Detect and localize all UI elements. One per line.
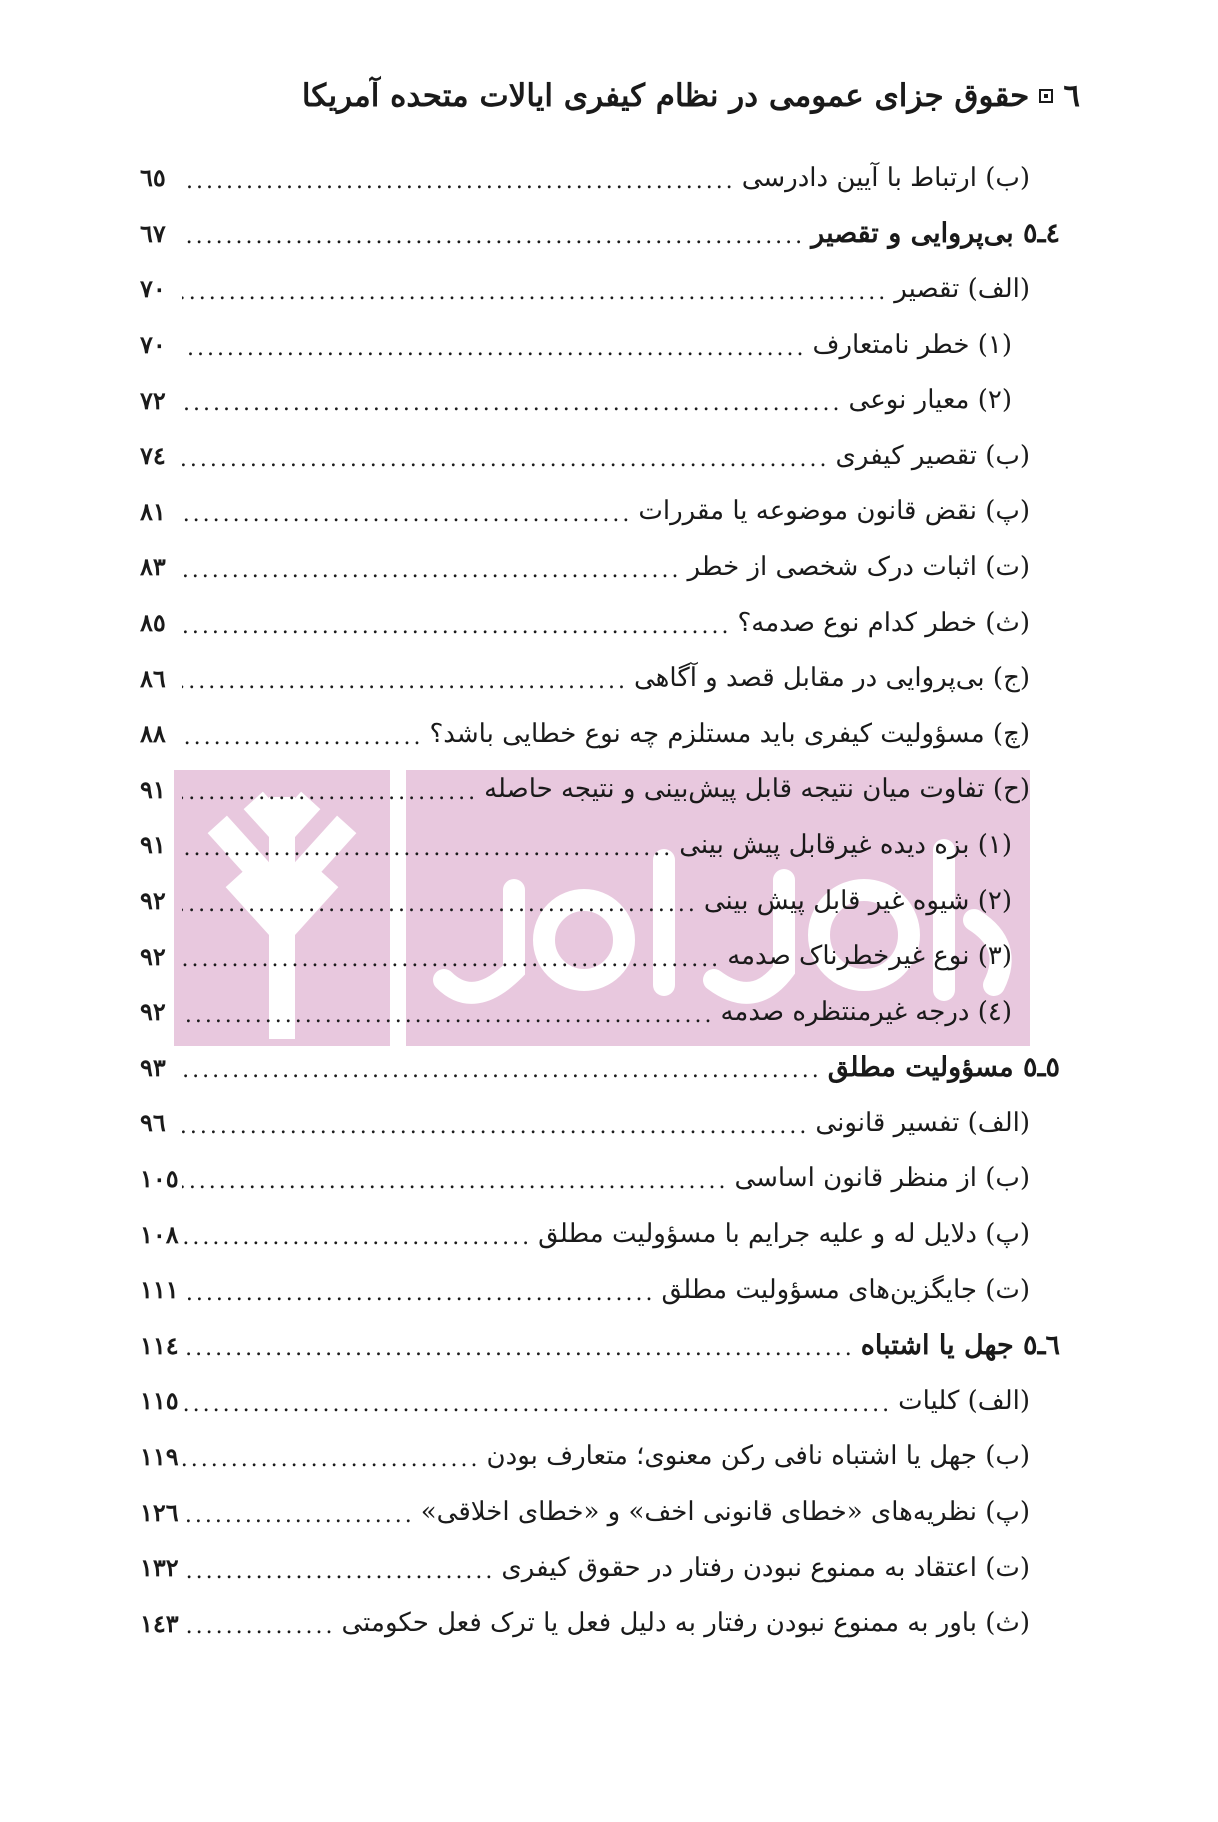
toc-section-heading [140,1317,1060,1373]
toc-entry [140,1151,1060,1207]
dot-leader [182,1394,892,1416]
toc-entry [140,1373,1060,1429]
toc-entry-title: (ح) تفاوت میان نتیجه قابل پیش‌بینی و نتیجه حاصله [484,774,1030,805]
toc-page-number: ٧٠ [140,330,166,360]
toc-entry-title: (ث) خطر کدام نوع صدمه؟ [737,607,1030,638]
toc-entry [140,1206,1060,1262]
toc-entry-title: (ت) اثبات درک شخصی از خطر [687,551,1030,582]
table-of-contents [140,150,1060,1651]
toc-page-number: ١٠٨ [140,1219,179,1249]
toc-entry [140,984,1060,1040]
dot-leader [182,226,805,248]
toc-page-number: ٦٥ [140,163,166,193]
toc-entry [140,1484,1060,1540]
dot-leader [182,1116,809,1138]
toc-page-number: ١٠٥ [140,1163,179,1193]
toc-page-number: ١١٥ [140,1386,179,1416]
toc-page-number: ٧٢ [140,385,166,415]
toc-entry-title: ٤ـ٥ بی‌پروایی و تقصیر [811,217,1060,249]
toc-entry [140,261,1060,317]
toc-page-number: ٩٢ [140,886,166,916]
toc-section-heading [140,1040,1060,1096]
toc-entry-title: (ب) تقصیر کیفری [835,440,1030,471]
toc-entry [140,150,1060,206]
toc-entry-title: (ج) بی‌پروایی در مقابل قصد و آگاهی [634,663,1030,694]
toc-entry-title: (ث) باور به ممنوع نبودن رفتار به دلیل فعل یا ترک فعل حکومتی [341,1608,1030,1639]
toc-entry-title: (الف) تقصیر [894,273,1030,304]
toc-page-number: ٧٤ [140,441,166,471]
dot-leader [182,1060,822,1082]
toc-entry-title: ٦ـ٥ جهل یا اشتباه [860,1329,1060,1361]
toc-entry-title: (١) بزه دیده غیرقابل پیش بینی [679,829,1012,860]
dot-leader [182,393,843,415]
toc-entry [140,762,1060,818]
dot-leader [182,949,721,971]
toc-entry-title: (٢) معیار نوعی [848,385,1012,416]
toc-page-number: ١٣٢ [140,1553,179,1583]
toc-page-number: ٦٧ [140,218,166,248]
dot-leader [182,782,478,804]
dot-leader [182,1505,415,1527]
dot-leader [182,1449,481,1471]
toc-entry [140,317,1060,373]
toc-page-number: ١٤٣ [140,1608,179,1638]
dot-leader [182,560,681,582]
toc-entry [140,1595,1060,1651]
header-book-title: حقوق جزای عمومی در نظام کیفری ایالات متحده آمریکا [301,78,1030,114]
dot-leader [182,1616,336,1638]
toc-entry-title: (٤) درجه غیرمنتظره صدمه [720,996,1012,1027]
toc-entry-title: (ب) از منظر قانون اساسی [734,1163,1030,1194]
dot-leader [182,727,423,749]
dot-leader [182,338,807,360]
square-bullet-icon [1039,89,1053,103]
running-header [302,78,1080,114]
toc-page-number: ١١١ [140,1275,179,1305]
toc-page-number: ٨٦ [140,663,166,693]
toc-entry [140,539,1060,595]
toc-entry [140,706,1060,762]
toc-entry-title: (ت) اعتقاد به ممنوع نبودن رفتار در حقوق کیفری [501,1552,1030,1583]
toc-entry-title: (الف) کلیات [898,1385,1030,1416]
toc-entry-title: (پ) دلایل له و علیه جرایم با مسؤولیت مطلق [538,1219,1030,1250]
toc-entry [140,1262,1060,1318]
toc-entry [140,928,1060,984]
toc-section-heading [140,206,1060,262]
dot-leader [182,449,830,471]
toc-page-number: ٩٣ [140,1052,166,1082]
toc-page-number: ١١٩ [140,1441,179,1471]
dot-leader [182,1171,728,1193]
toc-page-number: ٨٣ [140,552,166,582]
toc-page-number: ٩٢ [140,941,166,971]
toc-entry [140,1540,1060,1596]
toc-entry [140,372,1060,428]
toc-entry [140,484,1060,540]
toc-entry-title: ٥ـ٥ مسؤولیت مطلق [827,1051,1060,1083]
toc-page-number: ٩١ [140,830,166,860]
toc-page-number: ٩١ [140,774,166,804]
dot-leader [182,1227,532,1249]
header-page-number: ٦ [1063,78,1080,114]
toc-page-number: ٨١ [140,496,166,526]
toc-entry [140,595,1060,651]
toc-page-number: ٩٢ [140,997,166,1027]
toc-page-number: ١١٤ [140,1330,179,1360]
dot-leader [182,616,732,638]
toc-page-number: ٩٦ [140,1108,166,1138]
toc-entry-title: (ب) ارتباط با آیین دادرسی [741,162,1030,193]
toc-entry [140,873,1060,929]
toc-entry-title: (ت) جایگزین‌های مسؤولیت مطلق [661,1274,1030,1305]
toc-entry [140,650,1060,706]
toc-entry-title: (الف) تفسیر قانونی [815,1107,1030,1138]
dot-leader [182,1338,855,1360]
toc-entry-title: (٣) نوع غیرخطرناک صدمه [727,941,1012,972]
toc-page-number: ٨٨ [140,719,166,749]
toc-entry-title: (١) خطر نامتعارف [812,329,1012,360]
toc-entry [140,428,1060,484]
toc-entry-title: (چ) مسؤولیت کیفری باید مستلزم چه نوع خطایی باشد؟ [429,718,1030,749]
dot-leader [182,894,698,916]
toc-page-number: ٨٥ [140,608,166,638]
dot-leader [182,171,736,193]
toc-entry [140,817,1060,873]
toc-entry-title: (پ) نظریه‌های «خطای قانونی اخف» و «خطای اخلاقی» [420,1497,1030,1528]
dot-leader [182,1283,656,1305]
toc-entry-title: (پ) نقض قانون موضوعه یا مقررات [638,496,1030,527]
dot-leader [182,504,632,526]
dot-leader [182,838,673,860]
dot-leader [182,282,888,304]
toc-page-number: ١٢٦ [140,1497,179,1527]
toc-page-number: ٧٠ [140,274,166,304]
dot-leader [182,1561,495,1583]
toc-entry [140,1429,1060,1485]
toc-entry-title: (ب) جهل یا اشتباه نافی رکن معنوی؛ متعارف بودن [486,1441,1030,1472]
toc-entry [140,1095,1060,1151]
toc-entry-title: (٢) شیوه غیر قابل پیش بینی [703,885,1012,916]
dot-leader [182,1005,714,1027]
dot-leader [182,671,628,693]
